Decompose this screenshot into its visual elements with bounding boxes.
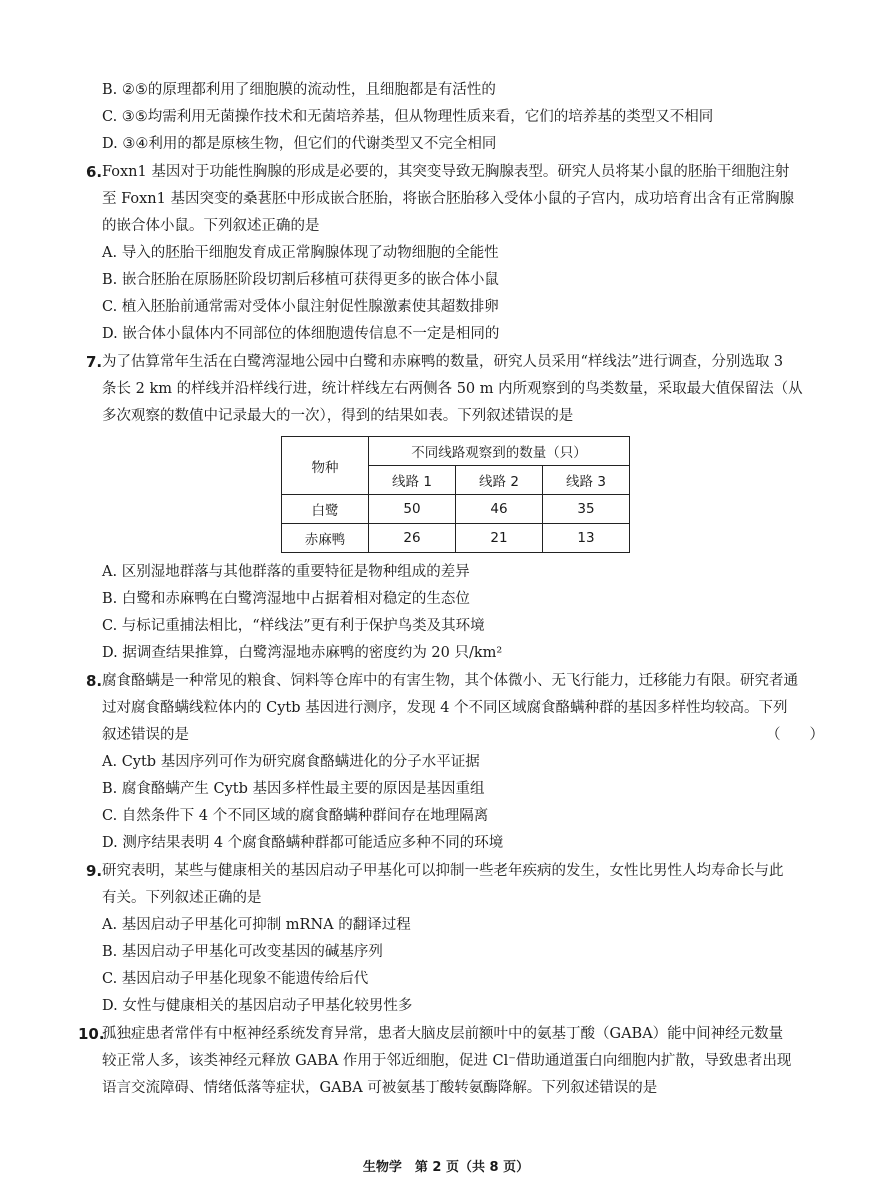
bird-count-table bbox=[281, 436, 630, 553]
table-row bbox=[282, 524, 630, 553]
q6-option-a: A. 导入的胚胎干细胞发育成正常胸腺体现了动物细胞的全能性 bbox=[102, 245, 499, 261]
q10-number: 10. bbox=[78, 1025, 105, 1043]
q6-option-d: D. 嵌合体小鼠体内不同部位的体细胞遗传信息不一定是相同的 bbox=[102, 326, 500, 342]
q8-stem-line2: 过对腐食酪螨线粒体内的 Cytb 基因进行测序，发现 4 个不同区域腐食酪螨种群的基因多样性均较高。下列 bbox=[102, 700, 788, 716]
page-footer: 生物学 第 2 页（共 8 页） bbox=[362, 1160, 530, 1175]
table-cell-species: 白鹭 bbox=[282, 495, 369, 524]
q7-option-a: A. 区别湿地群落与其他群落的重要特征是物种组成的差异 bbox=[102, 564, 470, 580]
q10-stem-line1: 孤独症患者常伴有中枢神经系统发育异常，患者大脑皮层前额叶中的氨基丁酸（GABA）能中间神经元数量 bbox=[102, 1026, 784, 1042]
q9-stem-line1: 研究表明，某些与健康相关的基因启动子甲基化可以抑制一些老年疾病的发生，女性比男性人均寿命长与此 bbox=[102, 863, 784, 879]
table-cell: 35 bbox=[542, 495, 629, 524]
table-header-species: 物种 bbox=[282, 437, 369, 495]
q10-stem-line3: 语言交流障碍、情绪低落等症状，GABA 可被氨基丁酸转氨酶降解。下列叙述错误的是 bbox=[102, 1080, 658, 1096]
q7-stem-line2: 条长 2 km 的样线并沿样线行进，统计样线左右两侧各 50 m 内所观察到的鸟类数量，采取最大值保留法（从 bbox=[102, 381, 803, 397]
q9-number: 9. bbox=[86, 862, 103, 880]
q6-number: 6. bbox=[86, 163, 103, 181]
table-header-route-2: 线路 2 bbox=[455, 466, 542, 495]
table-header-route-3: 线路 3 bbox=[542, 466, 629, 495]
q8-option-a: A. Cytb 基因序列可作为研究腐食酪螨进化的分子水平证据 bbox=[102, 754, 480, 770]
q8-option-c: C. 自然条件下 4 个不同区域的腐食酪螨种群间存在地理隔离 bbox=[102, 808, 489, 824]
q9-option-a: A. 基因启动子甲基化可抑制 mRNA 的翻译过程 bbox=[102, 917, 411, 933]
answer-bracket: （ ） bbox=[766, 727, 824, 743]
table-cell: 26 bbox=[369, 524, 456, 553]
table-cell-species: 赤麻鸭 bbox=[282, 524, 369, 553]
table-header-group: 不同线路观察到的数量（只） bbox=[369, 437, 630, 466]
q9-option-b: B. 基因启动子甲基化可改变基因的碱基序列 bbox=[102, 944, 383, 960]
table-cell: 13 bbox=[542, 524, 629, 553]
q8-stem-line3: 叙述错误的是 bbox=[102, 727, 189, 743]
q7-stem-line1: 为了估算常年生活在白鹭湾湿地公园中白鹭和赤麻鸭的数量，研究人员采用“样线法”进行调查，分别选取 3 bbox=[102, 354, 784, 370]
q5-option-b: B. ②⑤的原理都利用了细胞膜的流动性，且细胞都是有活性的 bbox=[102, 82, 496, 98]
q5-option-d: D. ③④利用的都是原核生物，但它们的代谢类型又不完全相同 bbox=[102, 136, 497, 152]
q8-option-d: D. 测序结果表明 4 个腐食酪螨种群都可能适应多种不同的环境 bbox=[102, 835, 504, 851]
table-row bbox=[282, 495, 630, 524]
q8-number: 8. bbox=[86, 672, 103, 690]
q9-stem-line2: 有关。下列叙述正确的是 bbox=[102, 890, 262, 906]
q7-stem-line3: 多次观察的数值中记录最大的一次），得到的结果如表。下列叙述错误的是 bbox=[102, 408, 574, 424]
q6-stem-line3: 的嵌合体小鼠。下列叙述正确的是 bbox=[102, 218, 320, 234]
q7-option-d: D. 据调查结果推算，白鹭湾湿地赤麻鸭的密度约为 20 只/km² bbox=[102, 645, 503, 661]
table-cell: 21 bbox=[455, 524, 542, 553]
q6-stem-line1: Foxn1 基因对于功能性胸腺的形成是必要的，其突变导致无胸腺表型。研究人员将某小鼠的胚胎干细胞注射 bbox=[102, 164, 790, 180]
table-cell: 50 bbox=[369, 495, 456, 524]
q5-option-c: C. ③⑤均需利用无菌操作技术和无菌培养基，但从物理性质来看，它们的培养基的类型又不相同 bbox=[102, 109, 714, 125]
table-cell: 46 bbox=[455, 495, 542, 524]
q7-number: 7. bbox=[86, 353, 103, 371]
q7-option-b: B. 白鹭和赤麻鸭在白鹭湾湿地中占据着相对稳定的生态位 bbox=[102, 591, 470, 607]
q6-option-c: C. 植入胚胎前通常需对受体小鼠注射促性腺激素使其超数排卵 bbox=[102, 299, 499, 315]
q10-stem-line2: 较正常人多，该类神经元释放 GABA 作用于邻近细胞，促进 Cl⁻借助通道蛋白向细胞内扩散，导致患者出现 bbox=[102, 1053, 792, 1069]
q6-option-b: B. 嵌合胚胎在原肠胚阶段切割后移植可获得更多的嵌合体小鼠 bbox=[102, 272, 499, 288]
q8-stem-line1: 腐食酪螨是一种常见的粮食、饲料等仓库中的有害生物，其个体微小、无飞行能力，迁移能力有限。研究者通 bbox=[102, 673, 798, 689]
q9-option-d: D. 女性与健康相关的基因启动子甲基化较男性多 bbox=[102, 998, 413, 1014]
q9-option-c: C. 基因启动子甲基化现象不能遗传给后代 bbox=[102, 971, 369, 987]
q7-option-c: C. 与标记重捕法相比，“样线法”更有利于保护鸟类及其环境 bbox=[102, 618, 485, 634]
q8-option-b: B. 腐食酪螨产生 Cytb 基因多样性最主要的原因是基因重组 bbox=[102, 781, 485, 797]
q6-stem-line2: 至 Foxn1 基因突变的桑葚胚中形成嵌合胚胎，将嵌合胚胎移入受体小鼠的子宫内，成功培育出含有正常胸腺 bbox=[102, 191, 794, 207]
table-header-route-1: 线路 1 bbox=[369, 466, 456, 495]
